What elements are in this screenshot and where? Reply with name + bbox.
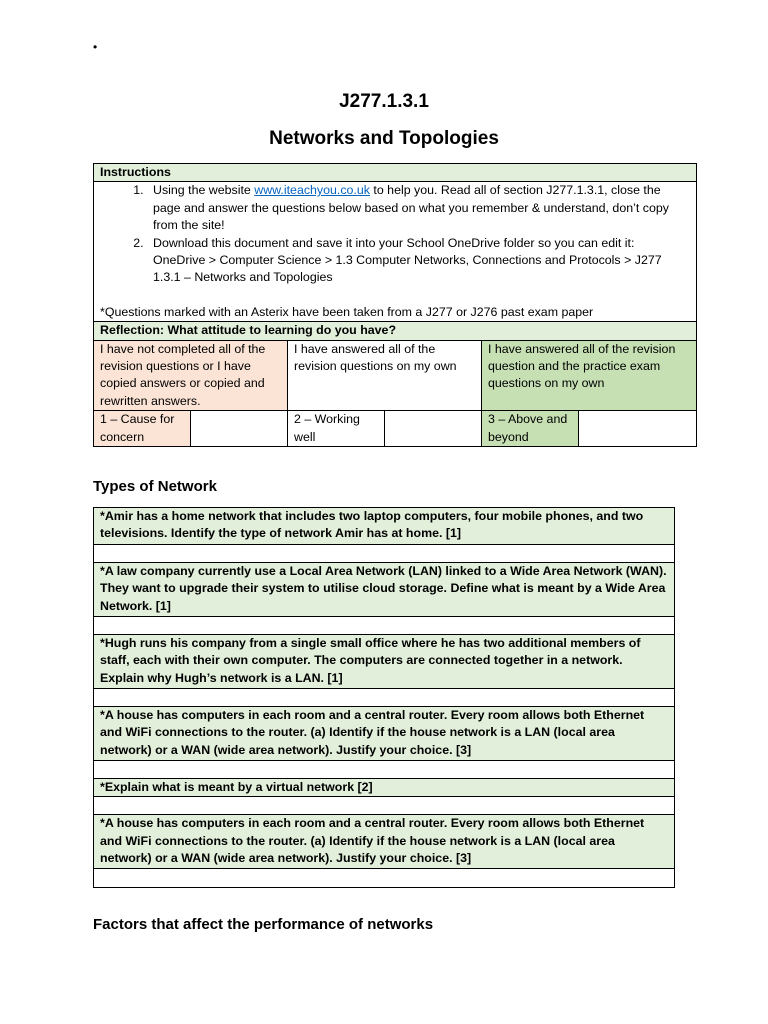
list-bullet: •: [93, 40, 98, 54]
document-code: J277.1.3.1: [339, 91, 429, 112]
question-1: *Amir has a home network that includes two laptop computers, four mobile phones, and two televisions. Identify the type of network Amir has at home. [1]: [94, 508, 675, 545]
answer-6-field[interactable]: [94, 869, 675, 888]
document-title: Networks and Topologies: [269, 128, 499, 149]
answer-3-field[interactable]: [94, 689, 675, 707]
reflection-level-1-label: 1 – Cause for concern: [94, 411, 191, 447]
reflection-level-3-label: 3 – Above and beyond: [482, 411, 579, 447]
answer-5-field[interactable]: [94, 797, 675, 815]
answer-1-field[interactable]: [94, 545, 675, 563]
instructions-body: [94, 182, 697, 322]
types-of-network-heading: Types of Network: [93, 478, 217, 495]
reflection-level-2-label: 2 – Working well: [288, 411, 385, 447]
reflection-level-1-checkbox[interactable]: [191, 411, 288, 447]
instructions-heading: Instructions: [94, 164, 697, 182]
question-3: *Hugh runs his company from a single small office where he has two additional members of staff, each with their own computer. The computers are connected together in a network. Explain why Hugh’s network is a LAN. [1]: [94, 635, 675, 689]
reflection-level-2-checkbox[interactable]: [385, 411, 482, 447]
instruction-item-1: [147, 182, 690, 234]
iteachyou-link[interactable]: www.iteachyou.co.uk: [254, 183, 370, 198]
reflection-level-3-description: I have answered all of the revision question and the practice exam questions on my own: [482, 340, 697, 411]
question-2: *A law company currently use a Local Area Network (LAN) linked to a Wide Area Network (WAN). They want to upgrade their system to utilise cloud storage. Define what is meant by a Wide Area Network. [1]: [94, 563, 675, 617]
instruction-1-text-start: Using the website: [153, 183, 255, 198]
question-5: *Explain what is meant by a virtual network [2]: [94, 779, 675, 797]
types-of-network-table: [93, 507, 675, 888]
answer-4-field[interactable]: [94, 761, 675, 779]
reflection-heading: Reflection: What attitude to learning do you have?: [94, 322, 697, 340]
question-6: *A house has computers in each room and a central router. Every room allows both Ethernet and WiFi connections to the router. (a) Identify if the house network is a LAN (local area network) or a WAN (wide area network). Justify your choice. [3]: [94, 815, 675, 869]
reflection-level-3-checkbox[interactable]: [579, 411, 697, 447]
instruction-1-text-end: to help you. Read all of section J277.1.3.1, close the page and answer the questions below based on what you remember & understand, don’t copy from the site!: [153, 183, 669, 233]
reflection-level-1-description: I have not completed all of the revision questions or I have copied answers or copied and rewritten answers.: [94, 340, 288, 411]
asterix-note: *Questions marked with an Asterix have been taken from a J277 or J276 past exam paper: [100, 304, 594, 319]
instructions-list: [100, 182, 690, 286]
question-4: *A house has computers in each room and a central router. Every room allows both Ethernet and WiFi connections to the router. (a) Identify if the house network is a LAN (local area network) or a WAN (wide area network). Justify your choice. [3]: [94, 707, 675, 761]
instruction-item-2: 2. Download this document and save it into your School OneDrive folder so you can edit it: OneDrive > Computer Science > 1.3 Computer Networks, Connections and Protocols > J277 1.3.1 – Networks and Topologies: [147, 235, 690, 287]
instructions-table: [93, 163, 697, 447]
factors-heading: Factors that affect the performance of networks: [93, 916, 434, 933]
answer-2-field[interactable]: [94, 617, 675, 635]
reflection-level-2-description: I have answered all of the revision questions on my own: [288, 340, 482, 411]
